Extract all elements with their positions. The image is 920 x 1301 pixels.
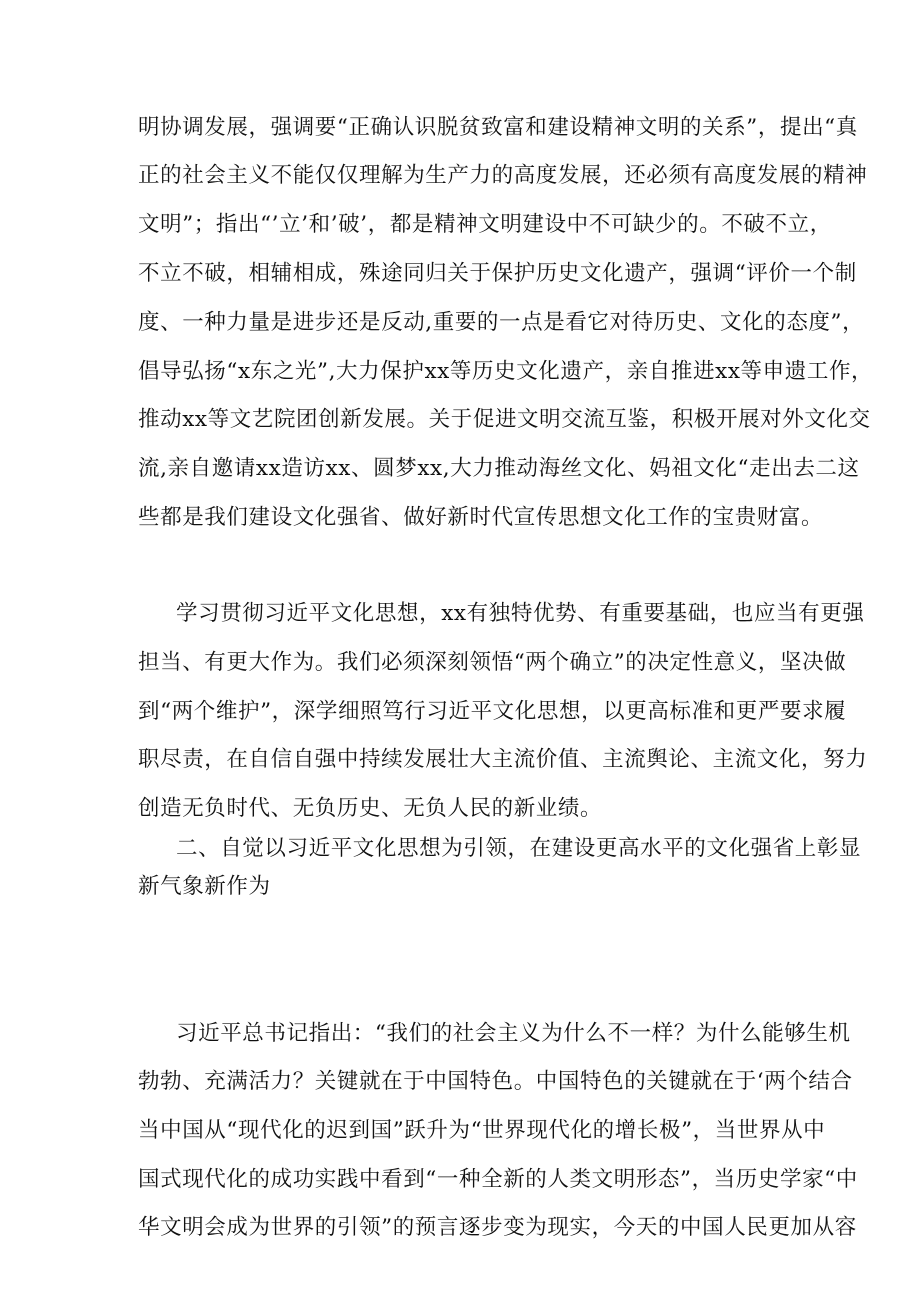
paragraph-line: 到“两个维护”，深学细照笃行习近平文化思想，以更高标准和更严要求履 <box>138 699 847 724</box>
paragraph-line: 华文明会成为世界的引领”的预言逐步变为现实，今天的中国人民更加从容 <box>138 1215 857 1240</box>
paragraph-line: 明协调发展，强调要“正确认识脱贫致富和建设精神文明的关系”，提出“真 <box>138 115 858 140</box>
paragraph-line: 学习贯彻习近平文化思想，xx有独特优势、有重要基础，也应当有更强 <box>176 601 865 626</box>
paragraph-line: 担当、有更大作为。我们必须深刻领悟“两个确立”的决定性意义，坚决做 <box>138 650 847 675</box>
section-heading: 二、自觉以习近平文化思想为引领，在建设更高水平的文化强省上彰显 <box>176 836 862 861</box>
paragraph-line: 习近平总书记指出：“我们的社会主义为什么不一样？为什么能够生机 <box>176 1021 851 1046</box>
paragraph-line: 正的社会主义不能仅仅理解为生产力的高度发展，还必须有高度发展的精神 <box>138 163 868 188</box>
paragraph-line: 流,亲自邀请xx造访xx、圆梦xx,大力推动海丝文化、妈祖文化“走出去二这 <box>138 456 860 481</box>
paragraph-line: 度、一种力量是进步还是反动,重要的一点是看它对待历史、文化的态度”， <box>138 310 865 335</box>
paragraph-line: 倡导弘扬“x东之光”,大力保护xx等历史文化遗产，亲自推进xx等申遗工作， <box>138 359 874 384</box>
paragraph-line: 勃勃、充满活力？关键就在于中国特色。中国特色的关键就在于‘两个结合 <box>138 1069 853 1094</box>
paragraph-line: 文明”；指出“’立’和’破’，都是精神文明建设中不可缺少的。不破不立， <box>138 212 832 237</box>
paragraph-line: 些都是我们建设文化强省、做好新时代宣传思想文化工作的宝贵财富。 <box>138 505 824 530</box>
paragraph-line: 不立不破，相辅相成，殊途同归关于保护历史文化遗产，强调“评价一个制 <box>138 261 857 286</box>
paragraph-line: 职尽责，在自信自强中持续发展壮大主流价值、主流舆论、主流文化，努力 <box>138 747 868 772</box>
paragraph-line: 当中国从“现代化的迟到国”跃升为“世界现代化的增长极”，当世界从中 <box>138 1118 826 1143</box>
paragraph-line: 国式现代化的成功实践中看到“一种全新的人类文明形态”，当历史学家“中 <box>138 1167 858 1192</box>
paragraph-line: 推动xx等文艺院团创新发展。关于促进文明交流互鉴，积极开展对外文化交 <box>138 407 871 432</box>
paragraph-line: 创造无负时代、无负历史、无负人民的新业绩。 <box>138 796 603 821</box>
section-heading: 新气象新作为 <box>138 874 271 899</box>
